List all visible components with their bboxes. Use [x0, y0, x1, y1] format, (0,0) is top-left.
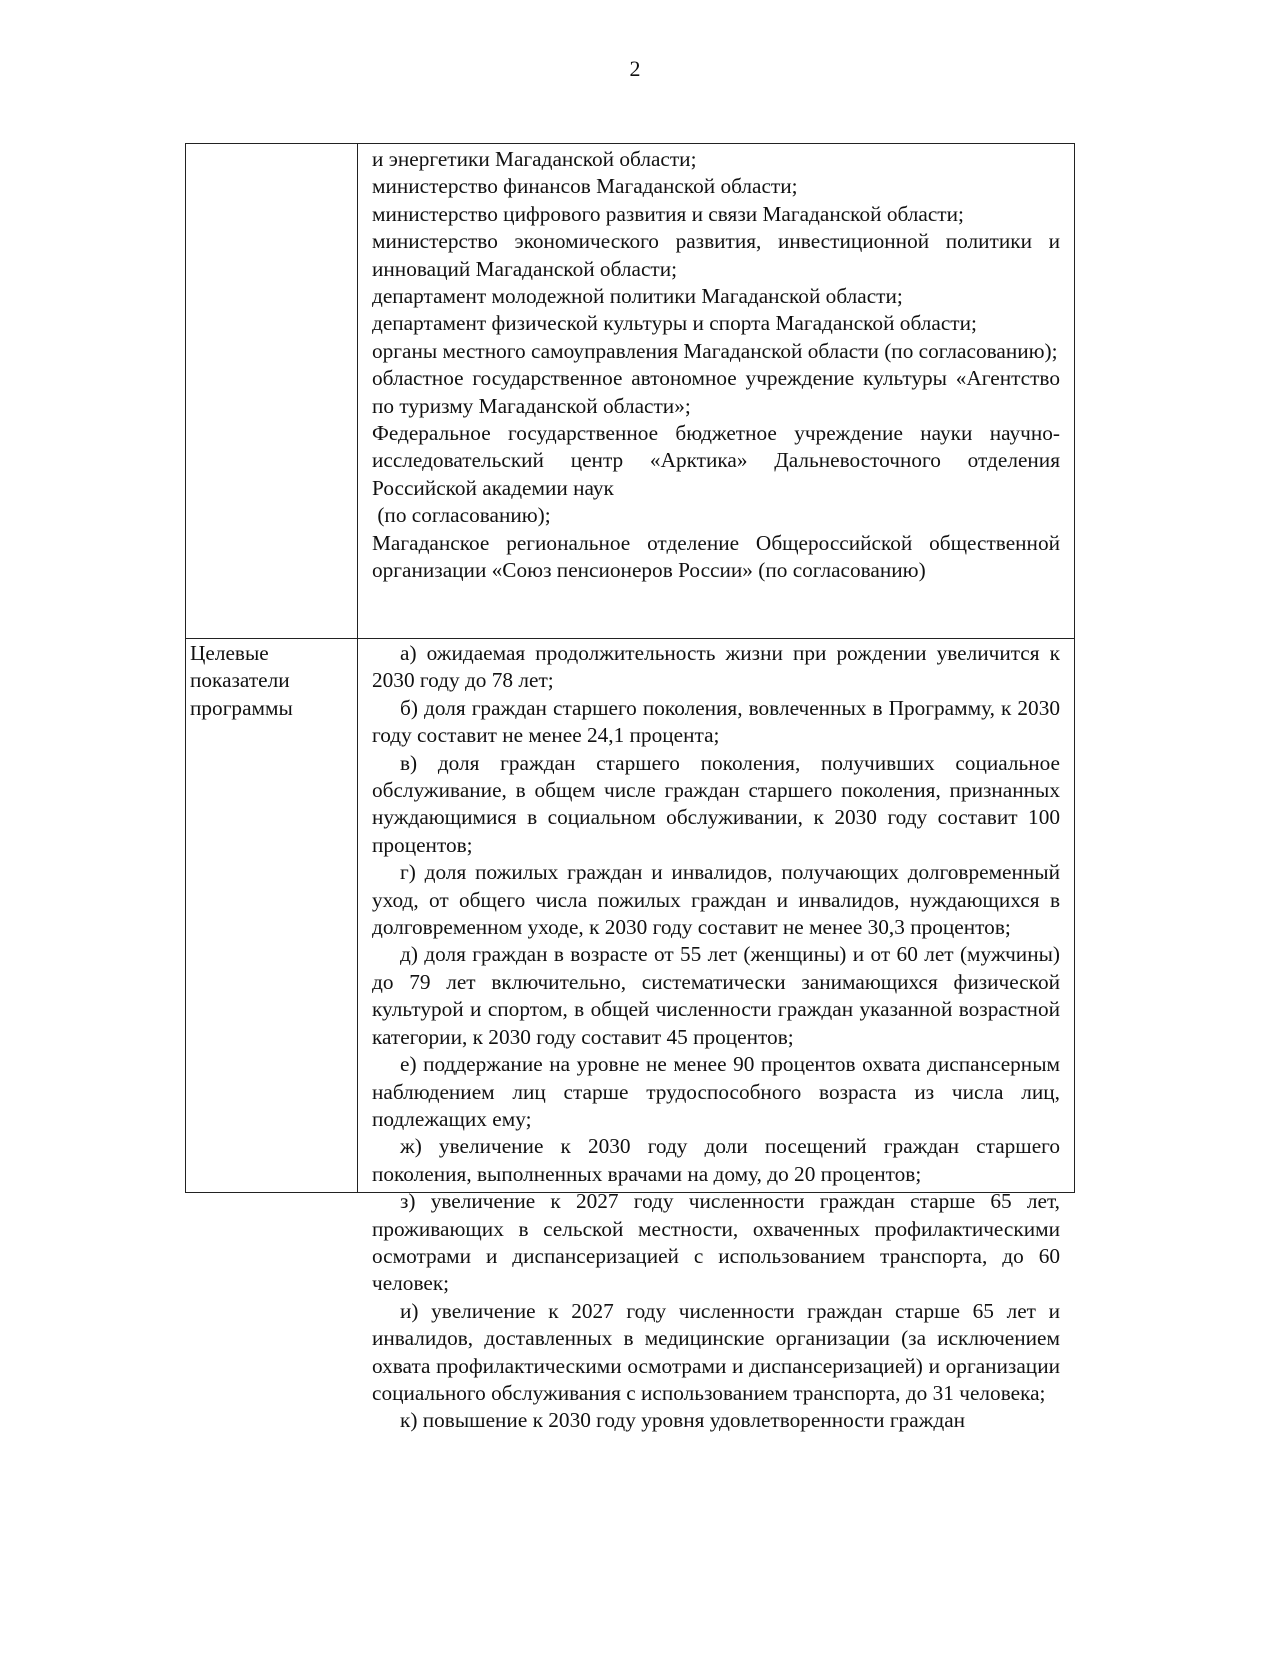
- target-indicator-item: д) доля граждан в возрасте от 55 лет (женщины) и от 60 лет (мужчины) до 79 лет включительно, систематически занимающихся физической культурой и спортом, в общей численности граждан указанной возрастной категории, к 2030 году составит 45 процентов;: [372, 942, 1060, 1049]
- row1-paragraph: министерство финансов Магаданской области;: [372, 174, 798, 199]
- target-indicator-item: к) повышение к 2030 году уровня удовлетворенности граждан: [400, 1408, 966, 1433]
- page-number: 2: [629, 56, 641, 81]
- target-indicator-item: е) поддержание на уровне не менее 90 процентов охвата диспансерным наблюдением лиц старше трудоспособного возраста из числа лиц, подлежащих ему;: [372, 1052, 1060, 1131]
- row2-label-cell: [190, 640, 350, 722]
- row1-paragraph: органы местного самоуправления Магаданской области (по согласованию);: [372, 338, 1058, 363]
- row1-paragraph: департамент молодежной политики Магаданской области;: [372, 284, 903, 309]
- row1-paragraph: департамент физической культуры и спорта Магаданской области;: [372, 311, 977, 336]
- target-indicator-item: г) доля пожилых граждан и инвалидов, получающих долговременный уход, от общего числа пожилых граждан и инвалидов, нуждающихся в долговременном уходе, к 2030 году составит не менее 30,3 процентов;: [372, 860, 1060, 940]
- target-indicator-item: в) доля граждан старшего поколения, получивших социальное обслуживание, в общем числе граждан старшего поколения, признанных нуждающимися в социальном обслуживании, к 2030 году составит 100 процентов;: [372, 750, 1060, 857]
- target-indicator-item: з) увеличение к 2027 году численности граждан старше 65 лет, проживающих в сельской местности, охваченных профилактическими осмотрами и диспансеризацией с использованием транспорта, до 60 человек;: [372, 1189, 1060, 1296]
- row1-right-cell: [372, 146, 1060, 585]
- row2-label-line: Целевые: [190, 641, 269, 665]
- row1-paragraph: Магаданское региональное отделение Общероссийской общественной организации «Союз пенсионеров России» (по согласованию): [372, 530, 1060, 583]
- row1-paragraph: (по согласованию);: [372, 503, 551, 528]
- row2-label-line: программы: [190, 695, 293, 720]
- row1-paragraph: и энергетики Магаданской области;: [372, 147, 697, 171]
- row2-label-line: показатели: [190, 668, 290, 693]
- row1-paragraph: министерство экономического развития, инвестиционной политики и инноваций Магаданской области;: [372, 229, 1060, 281]
- row1-paragraph: Федеральное государственное бюджетное учреждение науки научно-исследовательский центр «Арктика» Дальневосточного отделения Российской академии наук: [372, 421, 1060, 500]
- row1-paragraph: областное государственное автономное учреждение культуры «Агентство по туризму Магаданской области»;: [372, 366, 1060, 418]
- target-indicator-item: ж) увеличение к 2030 году доли посещений граждан старшего поколения, выполненных врачами на дому, до 20 процентов;: [372, 1134, 1060, 1186]
- document-table: [185, 143, 1075, 1433]
- target-indicator-item: б) доля граждан старшего поколения, вовлеченных в Программу, к 2030 году составит не менее 24,1 процента;: [372, 695, 1060, 748]
- row2-right-cell: [372, 640, 1060, 1435]
- target-indicator-item: и) увеличение к 2027 году численности граждан старше 65 лет и инвалидов, доставленных в медицинские организации (за исключением охвата профилактическими осмотрами и диспансеризацией) и организации социального обслуживания с использованием транспорта, до 31 человека;: [372, 1298, 1060, 1405]
- column-divider: [357, 144, 358, 1192]
- row-divider: [186, 638, 1074, 639]
- row1-paragraph: министерство цифрового развития и связи Магаданской области;: [372, 201, 964, 226]
- target-indicator-item: а) ожидаемая продолжительность жизни при рождении увеличится к 2030 году до 78 лет;: [372, 641, 1060, 693]
